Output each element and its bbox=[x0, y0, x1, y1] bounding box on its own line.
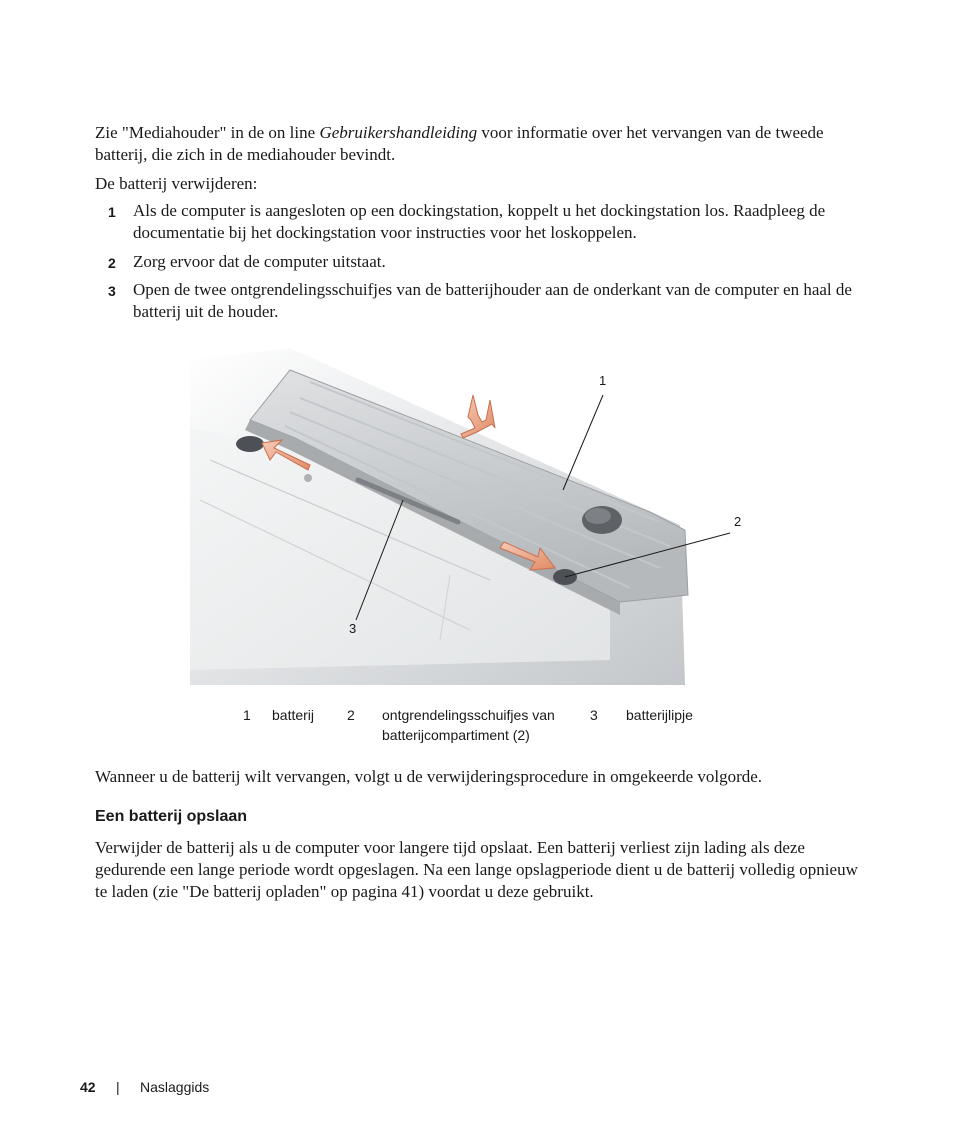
legend-label: batterij bbox=[272, 707, 315, 723]
callout-1: 1 bbox=[599, 373, 607, 388]
footer-separator: | bbox=[116, 1079, 120, 1095]
step-text: Zorg ervoor dat de computer uitstaat. bbox=[133, 252, 386, 271]
intro-paragraph bbox=[95, 122, 865, 166]
step-3 bbox=[95, 279, 865, 323]
legend-label: batterijlipje bbox=[626, 707, 693, 723]
figure-legend bbox=[0, 705, 954, 745]
callout-leader-1 bbox=[563, 395, 603, 490]
step-1 bbox=[95, 200, 865, 244]
storage-paragraph: Verwijder de batterij als u de computer voor langere tijd opslaat. Een batterij verliest zijn lading als deze gedurende een lange periode wordt opgeslagen. Na een lange opslagperiode dient u de batterij volledig opnieuw te laden (zie "De batterij opladen" op pagina 41) voordat u deze gebruikt. bbox=[95, 838, 858, 901]
intro-text-2: voor informatie over het vervangen van de tweede batterij, die zich in de mediahouder bevindt. bbox=[95, 123, 824, 164]
legend-number: 3 bbox=[590, 707, 598, 723]
legend-number: 2 bbox=[347, 707, 355, 723]
legend-number: 1 bbox=[243, 707, 251, 723]
step-2 bbox=[95, 251, 865, 273]
intro-italic-title: Gebruikershandleiding bbox=[319, 123, 478, 142]
legend-label: ontgrendelingsschuifjes van batterijcompartiment (2) bbox=[382, 707, 555, 743]
book-title: Naslaggids bbox=[140, 1079, 210, 1095]
step-text: Open de twee ontgrendelingsschuifjes van de batterijhouder aan de onderkant van de computer en haal de batterij uit de houder. bbox=[133, 280, 852, 321]
step-number: 2 bbox=[108, 255, 116, 271]
intro-text-1: Zie "Mediahouder" in de on line bbox=[95, 123, 320, 142]
step-number: 1 bbox=[108, 204, 116, 220]
step-text: Als de computer is aangesloten op een dockingstation, koppelt u het dockingstation los. Raadpleeg de documentatie bij het dockingstation voor instructies voor het loskoppelen. bbox=[133, 201, 826, 242]
remove-title: De batterij verwijderen: bbox=[95, 174, 258, 193]
step-number: 3 bbox=[108, 283, 116, 299]
callout-3: 3 bbox=[349, 621, 357, 636]
page-number: 42 bbox=[80, 1079, 96, 1095]
callout-2: 2 bbox=[734, 514, 742, 529]
arrow-lift-battery bbox=[461, 395, 495, 438]
latch-left bbox=[236, 436, 264, 452]
section-heading: Een batterij opslaan bbox=[95, 808, 248, 825]
replace-paragraph: Wanneer u de batterij wilt vervangen, volgt u de verwijderingsprocedure in omgekeerde volgorde. bbox=[95, 767, 763, 786]
battery-removal-illustration bbox=[190, 340, 770, 690]
